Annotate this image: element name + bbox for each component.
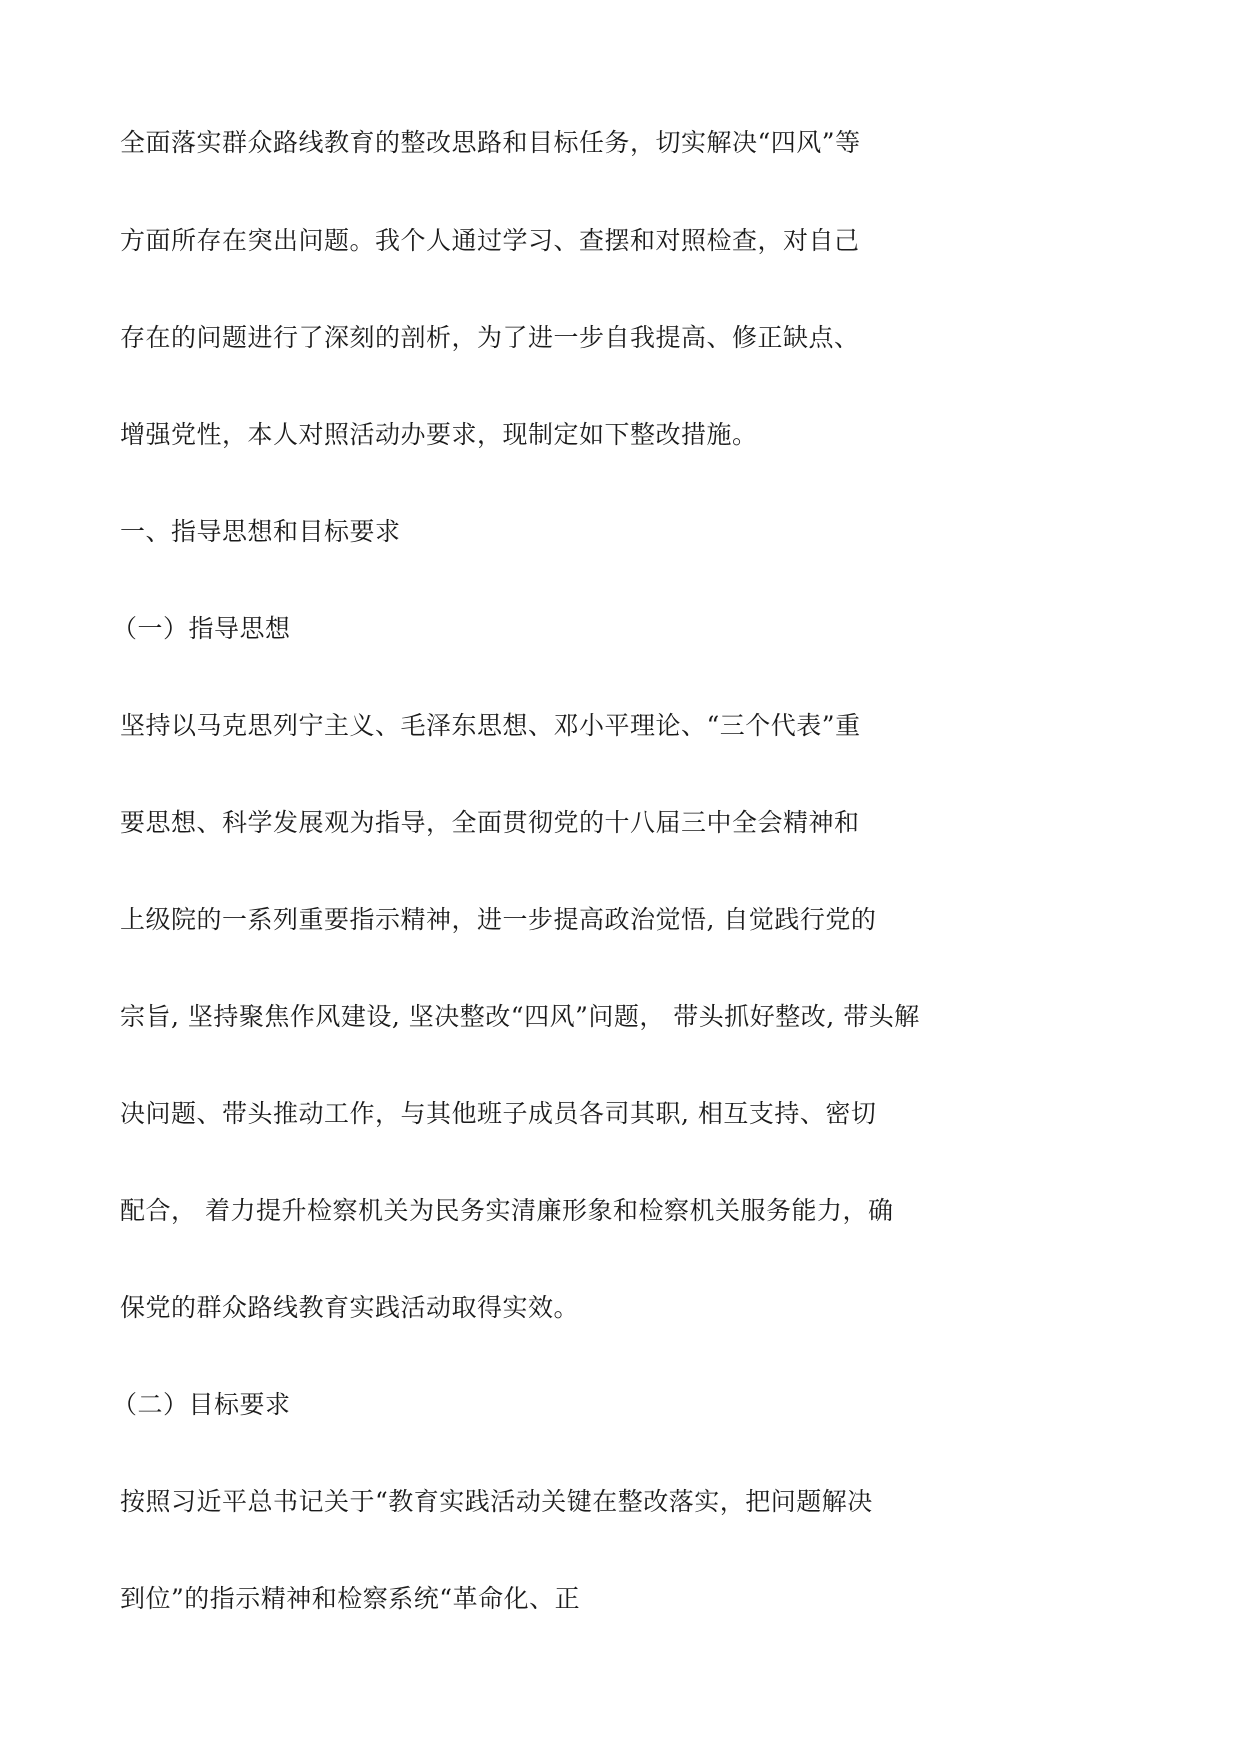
paragraph-line: 上级院的一系列重要指示精神，进一步提高政治觉悟, 自觉践行党的 [120, 905, 877, 934]
subsection-heading: （二）目标要求 [112, 1390, 291, 1419]
paragraph-line: 决问题、带头推动工作，与其他班子成员各司其职, 相互支持、密切 [120, 1099, 877, 1128]
paragraph-line: 增强党性，本人对照活动办要求，现制定如下整改措施。 [120, 420, 758, 449]
section-heading: 一、指导思想和目标要求 [120, 517, 401, 546]
paragraph-line: 方面所存在突出问题。我个人通过学习、查摆和对照检查，对自己 [120, 226, 860, 255]
paragraph-line: 按照习近平总书记关于“教育实践活动关键在整改落实，把问题解决 [120, 1487, 873, 1516]
paragraph-line: 存在的问题进行了深刻的剖析，为了进一步自我提高、修正缺点、 [120, 323, 860, 352]
paragraph-line: 宗旨, 坚持聚焦作风建设, 坚决整改“四风”问题， 带头抓好整改, 带头解 [120, 1002, 920, 1031]
subsection-heading: （一）指导思想 [112, 614, 291, 643]
paragraph-line: 保党的群众路线教育实践活动取得实效。 [120, 1293, 580, 1322]
paragraph-line: 坚持以马克思列宁主义、毛泽东思想、邓小平理论、“三个代表”重 [120, 711, 861, 740]
paragraph-line: 配合， 着力提升检察机关为民务实清廉形象和检察机关服务能力，确 [120, 1196, 894, 1225]
paragraph-line: 全面落实群众路线教育的整改思路和目标任务，切实解决“四风”等 [120, 128, 861, 157]
paragraph-line: 要思想、科学发展观为指导，全面贯彻党的十八届三中全会精神和 [120, 808, 860, 837]
paragraph-line: 到位”的指示精神和检察系统“革命化、正 [120, 1584, 581, 1613]
